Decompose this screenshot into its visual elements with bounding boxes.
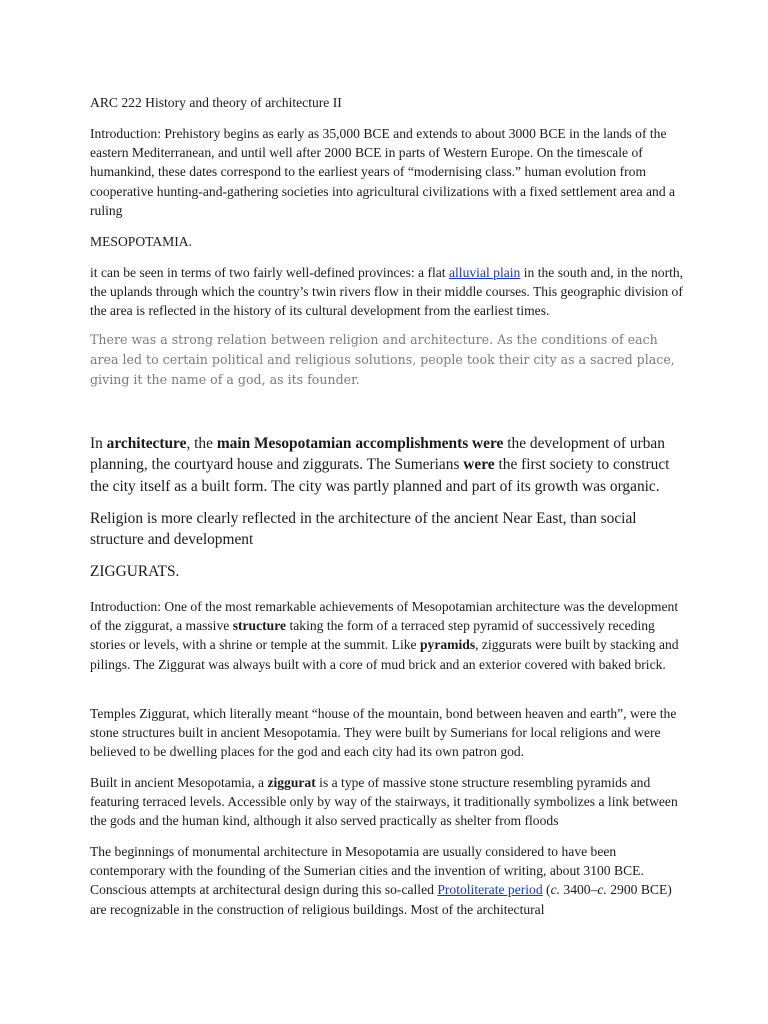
zig-intro-text-3: , ziggurats were built by stacking and pilings. The Ziggurat was always built with a core of mud brick and an exterior covered with baked brick.	[90, 637, 679, 672]
beginnings-text-2: (	[542, 882, 551, 898]
ziggurats-heading: ZIGGURATS.	[90, 563, 180, 580]
provinces-text-2: in the south and, in the north, the uplands through which the country’s twin rivers flow in their middle courses. This geographic division of the area is reflected in the history of its cultural development from the earliest times.	[90, 265, 684, 319]
beginnings-text-4: 2900 BCE) are recognizable in the construction of religious buildings. Most of the architectural	[90, 882, 672, 917]
provinces-text-1: it can be seen in terms of two fairly well-defined provinces: a flat	[90, 265, 449, 280]
religion-relation-paragraph: There was a strong relation between religion and architecture. As the conditions of each area led to certain political and religious solutions, people took their city as a sacred place, giving it the name of a god, as its founder.	[90, 332, 675, 387]
beginnings-italic-2: c.	[597, 882, 607, 898]
beginnings-text-3: 3400–	[560, 882, 598, 898]
ziggurat-intro-paragraph	[90, 597, 690, 674]
intro-paragraph: Introduction: Prehistory begins as early as 35,000 BCE and extends to about 3000 BCE in the lands of the eastern Mediterranean, and until well after 2000 BCE in parts of Western Europe. On the timescale of humankind, these dates correspond to the earliest years of “modernising class.” human evolution from cooperative hunting-and-gathering societies into agricultural civilizations with a fixed settlement area and a ruling	[90, 126, 676, 218]
mesopotamia-heading: MESOPOTAMIA.	[90, 234, 193, 249]
document-title: ARC 222 History and theory of architecture II	[90, 95, 342, 110]
provinces-paragraph	[90, 263, 690, 321]
alluvial-plain-link[interactable]: alluvial plain	[448, 265, 521, 280]
zig-intro-bold-2: pyramids	[419, 637, 476, 653]
built-bold-1: ziggurat	[267, 775, 316, 790]
accomplishments-text-1: In	[90, 435, 107, 452]
beginnings-italic-1: c.	[550, 882, 561, 898]
religion-reflected-paragraph: Religion is more clearly reflected in the architecture of the ancient Near East, than social structure and development	[90, 510, 637, 549]
accomplishments-bold-1: architecture	[106, 435, 187, 452]
accomplishments-bold-2: main Mesopotamian accomplishments were	[216, 435, 504, 452]
beginnings-paragraph	[90, 842, 690, 919]
accomplishments-text-2: , the	[186, 435, 217, 452]
built-text-2: is a type of massive stone structure resembling pyramids and featuring terraced levels. Accessible only by way of the stairways, it traditionally symbolizes a link between the gods and the human kind, although it also served practically as shelter from floods	[90, 775, 678, 829]
beginnings-text-1: The beginnings of monumental architecture in Mesopotamia are usually considered to have been contemporary with the founding of the Sumerian cities and the invention of writing, about 3100 BCE. Conscious attempts at architectural design during this so-called	[90, 844, 644, 898]
protoliterate-period-link[interactable]: Protoliterate period	[437, 882, 543, 898]
built-paragraph	[90, 773, 690, 831]
zig-intro-text-2: taking the form of a terraced step pyramid of successively receding stories or levels, with a shrine or temple at the summit. Like	[90, 618, 655, 653]
temples-paragraph: Temples Ziggurat, which literally meant “house of the mountain, bond between heaven and earth”, were the stone structures built in ancient Mesopotamia. They were built by Sumerians for local religions and were believed to be dwelling places for the god and each city had its own patron god.	[90, 706, 677, 760]
accomplishments-paragraph	[90, 433, 690, 497]
built-text-1: Built in ancient Mesopotamia, a	[90, 775, 268, 790]
accomplishments-text-3: the development of urban planning, the courtyard house and ziggurats. The Sumerians	[90, 435, 665, 474]
accomplishments-bold-3: were	[463, 456, 495, 474]
accomplishments-text-4: the first society to construct the city itself as a built form. The city was partly planned and part of its growth was organic.	[90, 456, 670, 495]
zig-intro-bold-1: structure	[232, 618, 287, 634]
zig-intro-text-1: Introduction: One of the most remarkable achievements of Mesopotamian architecture was the development of the ziggurat, a massive	[90, 599, 679, 634]
